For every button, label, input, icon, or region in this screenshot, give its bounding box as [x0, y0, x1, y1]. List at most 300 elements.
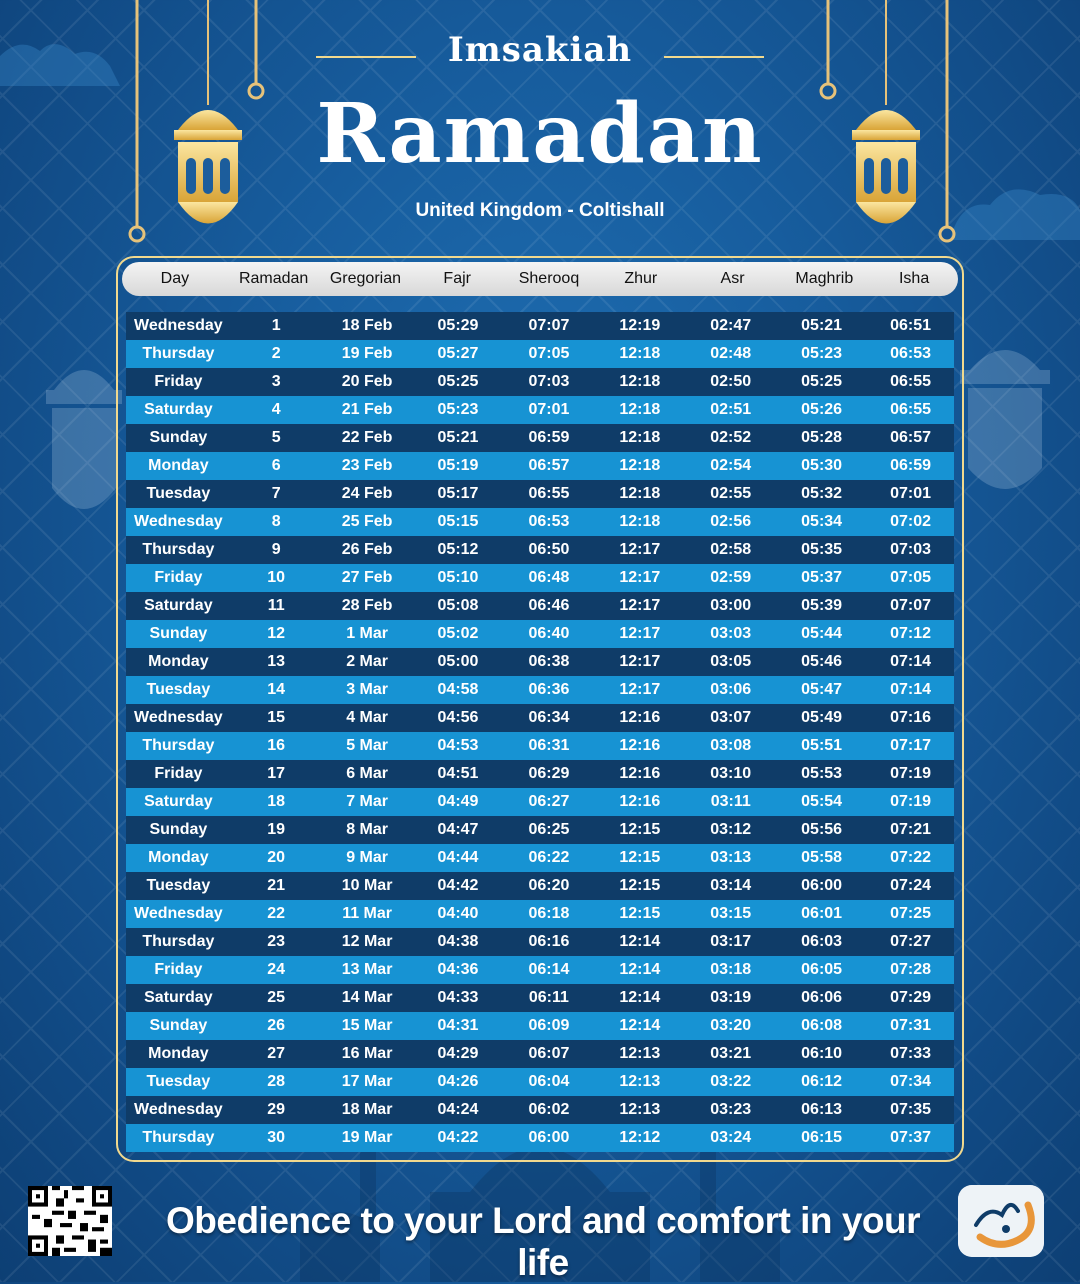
table-cell-fajr: 05:08	[437, 597, 479, 614]
qr-code-icon[interactable]	[28, 1186, 112, 1256]
table-cell-day: Sunday	[149, 625, 208, 642]
table-cell-asr: 03:06	[710, 681, 752, 698]
column-header-zhur: Zhur	[624, 270, 658, 287]
table-cell-asr: 02:50	[710, 373, 752, 390]
table-cell-asr: 03:19	[710, 989, 752, 1006]
table-cell-sherooq: 06:07	[528, 1045, 570, 1062]
table-cell-asr: 02:51	[710, 401, 752, 418]
table-cell-asr: 03:08	[710, 737, 752, 754]
table-cell-isha: 07:16	[890, 709, 932, 726]
table-cell-gregorian: 3 Mar	[346, 681, 388, 698]
table-cell-day: Saturday	[144, 401, 213, 418]
table-cell-fajr: 05:29	[437, 317, 479, 334]
table-cell-asr: 03:07	[710, 709, 752, 726]
table-cell-ramadan: 7	[271, 485, 281, 502]
table-cell-gregorian: 28 Feb	[341, 597, 393, 614]
table-cell-isha: 07:19	[890, 765, 932, 782]
table-cell-sherooq: 06:53	[528, 513, 570, 530]
table-cell-isha: 07:34	[890, 1073, 932, 1090]
table-cell-maghrib: 06:06	[801, 989, 843, 1006]
table-cell-maghrib: 05:21	[801, 317, 843, 334]
table-cell-zhur: 12:18	[619, 373, 661, 390]
table-row	[126, 704, 954, 732]
table-cell-ramadan: 13	[267, 653, 286, 670]
table-cell-asr: 03:10	[710, 765, 752, 782]
table-row	[126, 424, 954, 452]
table-cell-isha: 07:29	[890, 989, 932, 1006]
table-cell-maghrib: 05:35	[801, 541, 843, 558]
table-cell-gregorian: 22 Feb	[341, 429, 393, 446]
table-cell-sherooq: 06:16	[528, 933, 570, 950]
table-cell-day: Thursday	[142, 541, 215, 558]
table-row	[126, 620, 954, 648]
table-cell-sherooq: 06:00	[528, 1129, 570, 1146]
table-cell-gregorian: 4 Mar	[346, 709, 388, 726]
table-cell-ramadan: 1	[271, 317, 281, 334]
table-cell-day: Friday	[154, 569, 203, 586]
table-cell-maghrib: 05:46	[801, 653, 843, 670]
table-row	[126, 900, 954, 928]
table-row	[126, 956, 954, 984]
table-row	[126, 1012, 954, 1040]
table-cell-asr: 03:00	[710, 597, 752, 614]
table-cell-maghrib: 06:01	[801, 905, 843, 922]
table-cell-isha: 06:55	[890, 401, 932, 418]
column-header-ramadan: Ramadan	[238, 270, 309, 287]
table-cell-fajr: 05:10	[437, 569, 479, 586]
table-cell-ramadan: 24	[267, 961, 286, 978]
table-cell-isha: 07:35	[890, 1101, 932, 1118]
table-cell-ramadan: 26	[267, 1017, 286, 1034]
table-cell-gregorian: 7 Mar	[346, 793, 388, 810]
table-cell-maghrib: 05:37	[801, 569, 843, 586]
table-cell-sherooq: 06:55	[528, 485, 570, 502]
table-cell-zhur: 12:13	[619, 1101, 661, 1118]
table-cell-sherooq: 06:20	[528, 877, 570, 894]
table-cell-zhur: 12:18	[619, 485, 661, 502]
table-row	[126, 1068, 954, 1096]
table-cell-gregorian: 21 Feb	[341, 401, 393, 418]
table-cell-zhur: 12:17	[619, 681, 661, 698]
page-subtitle: Imsakiah	[447, 30, 633, 70]
table-cell-isha: 06:59	[890, 457, 932, 474]
table-cell-ramadan: 12	[267, 625, 286, 642]
table-cell-sherooq: 06:02	[528, 1101, 570, 1118]
table-cell-day: Saturday	[144, 793, 213, 810]
table-cell-gregorian: 12 Mar	[341, 933, 393, 950]
table-cell-isha: 07:25	[890, 905, 932, 922]
column-header-maghrib: Maghrib	[795, 270, 854, 287]
table-row	[126, 1096, 954, 1124]
table-cell-zhur: 12:16	[619, 709, 661, 726]
table-row	[126, 676, 954, 704]
table-cell-day: Monday	[148, 1045, 209, 1062]
table-cell-maghrib: 05:34	[801, 513, 843, 530]
table-cell-maghrib: 05:30	[801, 457, 843, 474]
table-cell-zhur: 12:15	[619, 877, 661, 894]
column-header-sherooq: Sherooq	[518, 270, 580, 287]
table-cell-isha: 07:02	[890, 513, 932, 530]
table-cell-zhur: 12:17	[619, 569, 661, 586]
table-cell-ramadan: 21	[267, 877, 286, 894]
table-cell-ramadan: 10	[267, 569, 286, 586]
page-title: Ramadan	[316, 86, 764, 182]
table-cell-asr: 02:59	[710, 569, 752, 586]
table-row	[126, 928, 954, 956]
table-cell-maghrib: 05:58	[801, 849, 843, 866]
app-logo-icon[interactable]	[958, 1185, 1044, 1257]
table-cell-day: Monday	[148, 849, 209, 866]
table-row	[126, 480, 954, 508]
table-row	[126, 564, 954, 592]
table-cell-sherooq: 07:05	[528, 345, 570, 362]
table-cell-gregorian: 25 Feb	[341, 513, 393, 530]
footer-slogan: Obedience to your Lord and comfort in your life	[166, 1200, 920, 1283]
table-cell-ramadan: 29	[267, 1101, 286, 1118]
table-cell-sherooq: 06:38	[528, 653, 570, 670]
table-cell-sherooq: 06:29	[528, 765, 570, 782]
table-cell-gregorian: 26 Feb	[341, 541, 393, 558]
table-cell-isha: 06:55	[890, 373, 932, 390]
table-cell-maghrib: 05:47	[801, 681, 843, 698]
table-cell-zhur: 12:17	[619, 541, 661, 558]
table-cell-day: Thursday	[142, 1129, 215, 1146]
table-cell-isha: 07:17	[890, 737, 932, 754]
table-cell-isha: 07:27	[890, 933, 932, 950]
table-row	[126, 816, 954, 844]
table-cell-gregorian: 16 Mar	[341, 1045, 393, 1062]
table-cell-ramadan: 27	[267, 1045, 286, 1062]
table-cell-maghrib: 05:56	[801, 821, 843, 838]
table-cell-gregorian: 19 Feb	[341, 345, 393, 362]
table-cell-maghrib: 05:51	[801, 737, 843, 754]
table-cell-isha: 07:19	[890, 793, 932, 810]
table-cell-ramadan: 9	[271, 541, 281, 558]
table-cell-day: Wednesday	[134, 709, 223, 726]
table-cell-fajr: 04:31	[437, 1017, 479, 1034]
column-header-day: Day	[160, 270, 190, 287]
table-cell-zhur: 12:15	[619, 821, 661, 838]
table-cell-ramadan: 6	[271, 457, 281, 474]
table-cell-fajr: 04:22	[437, 1129, 479, 1146]
table-cell-maghrib: 05:32	[801, 485, 843, 502]
table-cell-asr: 03:05	[710, 653, 752, 670]
table-cell-fajr: 04:33	[437, 989, 479, 1006]
table-cell-ramadan: 22	[267, 905, 286, 922]
table-cell-day: Saturday	[144, 989, 213, 1006]
table-cell-gregorian: 18 Feb	[341, 317, 393, 334]
table-cell-ramadan: 14	[267, 681, 286, 698]
table-row	[126, 1040, 954, 1068]
table-cell-maghrib: 06:10	[801, 1045, 843, 1062]
table-cell-isha: 07:24	[890, 877, 932, 894]
table-cell-ramadan: 30	[267, 1129, 286, 1146]
table-cell-asr: 03:12	[710, 821, 752, 838]
table-cell-isha: 07:28	[890, 961, 932, 978]
table-cell-fajr: 04:24	[437, 1101, 479, 1118]
table-cell-ramadan: 25	[267, 989, 286, 1006]
table-cell-gregorian: 13 Mar	[341, 961, 393, 978]
table-cell-fajr: 05:12	[437, 541, 479, 558]
location-label: United Kingdom - Coltishall	[415, 200, 665, 221]
table-cell-sherooq: 06:40	[528, 625, 570, 642]
table-cell-fajr: 05:17	[437, 485, 479, 502]
table-cell-fajr: 04:47	[437, 821, 479, 838]
table-cell-isha: 07:22	[890, 849, 932, 866]
table-cell-day: Wednesday	[134, 1101, 223, 1118]
table-cell-zhur: 12:14	[619, 961, 661, 978]
table-cell-day: Friday	[154, 373, 203, 390]
table-cell-maghrib: 05:44	[801, 625, 843, 642]
table-cell-maghrib: 06:03	[801, 933, 843, 950]
table-cell-isha: 07:33	[890, 1045, 932, 1062]
table-cell-gregorian: 5 Mar	[346, 737, 388, 754]
table-cell-isha: 07:14	[890, 653, 932, 670]
table-cell-ramadan: 15	[267, 709, 286, 726]
table-cell-gregorian: 20 Feb	[341, 373, 393, 390]
table-cell-ramadan: 17	[267, 765, 286, 782]
table-row	[126, 648, 954, 676]
table-cell-fajr: 04:51	[437, 765, 479, 782]
column-header-fajr: Fajr	[443, 270, 471, 287]
table-cell-ramadan: 18	[267, 793, 286, 810]
table-cell-sherooq: 06:31	[528, 737, 570, 754]
table-cell-ramadan: 2	[271, 345, 281, 362]
table-cell-day: Wednesday	[134, 317, 223, 334]
table-cell-asr: 03:17	[710, 933, 752, 950]
table-cell-asr: 02:48	[710, 345, 752, 362]
table-cell-zhur: 12:14	[619, 989, 661, 1006]
table-cell-zhur: 12:18	[619, 429, 661, 446]
table-cell-sherooq: 06:59	[528, 429, 570, 446]
table-cell-zhur: 12:14	[619, 1017, 661, 1034]
table-cell-fajr: 04:29	[437, 1045, 479, 1062]
table-cell-isha: 07:31	[890, 1017, 932, 1034]
table-cell-ramadan: 11	[267, 597, 285, 614]
table-cell-day: Monday	[148, 457, 209, 474]
table-cell-gregorian: 17 Mar	[341, 1073, 393, 1090]
table-cell-maghrib: 06:00	[801, 877, 843, 894]
table-cell-sherooq: 06:27	[528, 793, 570, 810]
table-cell-asr: 02:56	[710, 513, 752, 530]
table-cell-gregorian: 23 Feb	[341, 457, 393, 474]
table-cell-sherooq: 06:18	[528, 905, 570, 922]
table-row	[126, 732, 954, 760]
table-cell-day: Wednesday	[134, 905, 223, 922]
table-cell-isha: 06:57	[890, 429, 932, 446]
table-row	[126, 396, 954, 424]
table-cell-day: Monday	[148, 653, 209, 670]
table-cell-maghrib: 06:08	[801, 1017, 843, 1034]
table-cell-day: Tuesday	[146, 1073, 211, 1090]
table-cell-gregorian: 9 Mar	[346, 849, 388, 866]
table-cell-asr: 03:21	[710, 1045, 752, 1062]
table-row	[126, 1124, 954, 1152]
table-cell-gregorian: 18 Mar	[341, 1101, 393, 1118]
table-row	[126, 788, 954, 816]
table-cell-gregorian: 24 Feb	[341, 485, 393, 502]
table-cell-sherooq: 06:50	[528, 541, 570, 558]
table-cell-day: Saturday	[144, 597, 213, 614]
column-header-gregorian: Gregorian	[329, 270, 401, 287]
table-cell-fajr: 04:56	[437, 709, 479, 726]
table-cell-day: Wednesday	[134, 513, 223, 530]
table-cell-day: Sunday	[149, 429, 208, 446]
table-row	[126, 844, 954, 872]
table-cell-isha: 07:03	[890, 541, 932, 558]
table-cell-sherooq: 06:34	[528, 709, 570, 726]
table-cell-asr: 02:54	[710, 457, 752, 474]
table-cell-sherooq: 06:22	[528, 849, 570, 866]
table-row	[126, 508, 954, 536]
table-cell-maghrib: 05:28	[801, 429, 843, 446]
table-cell-isha: 07:07	[890, 597, 932, 614]
table-row	[126, 984, 954, 1012]
faded-lantern-right-icon	[950, 330, 1060, 510]
table-cell-isha: 07:21	[890, 821, 932, 838]
table-cell-ramadan: 3	[271, 373, 281, 390]
table-row	[126, 760, 954, 788]
table-cell-fajr: 05:19	[437, 457, 479, 474]
table-row	[126, 452, 954, 480]
table-cell-ramadan: 16	[267, 737, 286, 754]
table-cell-zhur: 12:18	[619, 457, 661, 474]
table-cell-zhur: 12:13	[619, 1045, 661, 1062]
table-cell-fajr: 05:27	[437, 345, 479, 362]
table-cell-sherooq: 07:01	[528, 401, 570, 418]
table-cell-fajr: 05:00	[437, 653, 479, 670]
table-cell-isha: 07:01	[890, 485, 932, 502]
table-cell-maghrib: 05:25	[801, 373, 843, 390]
table-cell-asr: 03:23	[710, 1101, 752, 1118]
table-cell-day: Tuesday	[146, 485, 211, 502]
table-cell-zhur: 12:15	[619, 905, 661, 922]
table-cell-asr: 03:11	[710, 793, 751, 810]
table-cell-fajr: 04:26	[437, 1073, 479, 1090]
table-cell-sherooq: 07:03	[528, 373, 570, 390]
table-cell-sherooq: 06:14	[528, 961, 570, 978]
table-cell-gregorian: 1 Mar	[346, 625, 388, 642]
table-header	[122, 262, 958, 296]
table-cell-isha: 07:05	[890, 569, 932, 586]
table-cell-sherooq: 06:48	[528, 569, 570, 586]
table-cell-asr: 03:15	[710, 905, 752, 922]
table-cell-isha: 07:14	[890, 681, 932, 698]
table-row	[126, 368, 954, 396]
table-cell-fajr: 04:38	[437, 933, 479, 950]
table-cell-day: Friday	[154, 961, 203, 978]
table-cell-fajr: 05:25	[437, 373, 479, 390]
table-cell-sherooq: 06:25	[528, 821, 570, 838]
table-row	[126, 592, 954, 620]
table-cell-day: Thursday	[142, 345, 215, 362]
table-cell-asr: 03:03	[710, 625, 752, 642]
table-cell-day: Thursday	[142, 737, 215, 754]
table-cell-maghrib: 06:15	[801, 1129, 843, 1146]
table-cell-isha: 06:51	[890, 317, 932, 334]
table-cell-fajr: 04:58	[437, 681, 479, 698]
table-cell-fajr: 05:23	[437, 401, 479, 418]
table-cell-gregorian: 14 Mar	[341, 989, 393, 1006]
table-cell-maghrib: 05:23	[801, 345, 843, 362]
table-cell-asr: 02:47	[710, 317, 752, 334]
table-row	[126, 872, 954, 900]
table-cell-zhur: 12:16	[619, 765, 661, 782]
table-cell-asr: 02:52	[710, 429, 752, 446]
table-cell-isha: 07:12	[890, 625, 932, 642]
table-cell-fajr: 04:40	[437, 905, 479, 922]
table-cell-gregorian: 11 Mar	[342, 905, 392, 922]
table-cell-fajr: 04:42	[437, 877, 479, 894]
table-cell-zhur: 12:16	[619, 737, 661, 754]
table-cell-maghrib: 06:05	[801, 961, 843, 978]
table-cell-fajr: 05:02	[437, 625, 479, 642]
table-cell-fajr: 05:15	[437, 513, 479, 530]
table-cell-zhur: 12:18	[619, 345, 661, 362]
table-cell-zhur: 12:13	[619, 1073, 661, 1090]
table-cell-fajr: 04:36	[437, 961, 479, 978]
table-cell-maghrib: 06:13	[801, 1101, 843, 1118]
table-cell-gregorian: 8 Mar	[346, 821, 388, 838]
table-cell-asr: 03:20	[710, 1017, 752, 1034]
table-cell-maghrib: 05:49	[801, 709, 843, 726]
column-header-isha: Isha	[898, 270, 930, 287]
table-cell-ramadan: 5	[271, 429, 281, 446]
table-body	[126, 312, 954, 1152]
table-cell-zhur: 12:18	[619, 513, 661, 530]
table-cell-fajr: 04:49	[437, 793, 479, 810]
table-cell-ramadan: 28	[267, 1073, 286, 1090]
table-cell-zhur: 12:15	[619, 849, 661, 866]
table-cell-fajr: 04:53	[437, 737, 479, 754]
table-cell-maghrib: 05:54	[801, 793, 843, 810]
table-cell-sherooq: 06:46	[528, 597, 570, 614]
table-cell-ramadan: 23	[267, 933, 286, 950]
column-header-asr: Asr	[720, 270, 745, 287]
table-cell-day: Sunday	[149, 821, 208, 838]
table-cell-asr: 03:24	[710, 1129, 752, 1146]
table-cell-isha: 07:37	[890, 1129, 932, 1146]
table-row	[126, 340, 954, 368]
table-cell-sherooq: 06:57	[528, 457, 570, 474]
table-cell-asr: 02:55	[710, 485, 752, 502]
table-cell-gregorian: 10 Mar	[341, 877, 393, 894]
table-cell-day: Friday	[154, 765, 203, 782]
table-cell-ramadan: 4	[271, 401, 281, 418]
table-cell-sherooq: 07:07	[528, 317, 570, 334]
table-cell-ramadan: 8	[271, 513, 281, 530]
table-cell-asr: 03:13	[710, 849, 752, 866]
table-cell-day: Tuesday	[146, 681, 211, 698]
table-cell-zhur: 12:17	[619, 625, 661, 642]
table-cell-zhur: 12:17	[619, 597, 661, 614]
table-cell-zhur: 12:18	[619, 401, 661, 418]
table-cell-sherooq: 06:09	[528, 1017, 570, 1034]
table-cell-sherooq: 06:36	[528, 681, 570, 698]
table-cell-day: Sunday	[149, 1017, 208, 1034]
table-cell-ramadan: 20	[267, 849, 286, 866]
table-cell-ramadan: 19	[267, 821, 286, 838]
table-cell-maghrib: 06:12	[801, 1073, 843, 1090]
table-cell-fajr: 05:21	[437, 429, 479, 446]
table-cell-zhur: 12:16	[619, 793, 661, 810]
table-cell-gregorian: 15 Mar	[341, 1017, 393, 1034]
table-row	[126, 536, 954, 564]
table-cell-gregorian: 27 Feb	[341, 569, 393, 586]
table-cell-day: Thursday	[142, 933, 215, 950]
table-cell-maghrib: 05:39	[801, 597, 843, 614]
table-row	[126, 312, 954, 340]
